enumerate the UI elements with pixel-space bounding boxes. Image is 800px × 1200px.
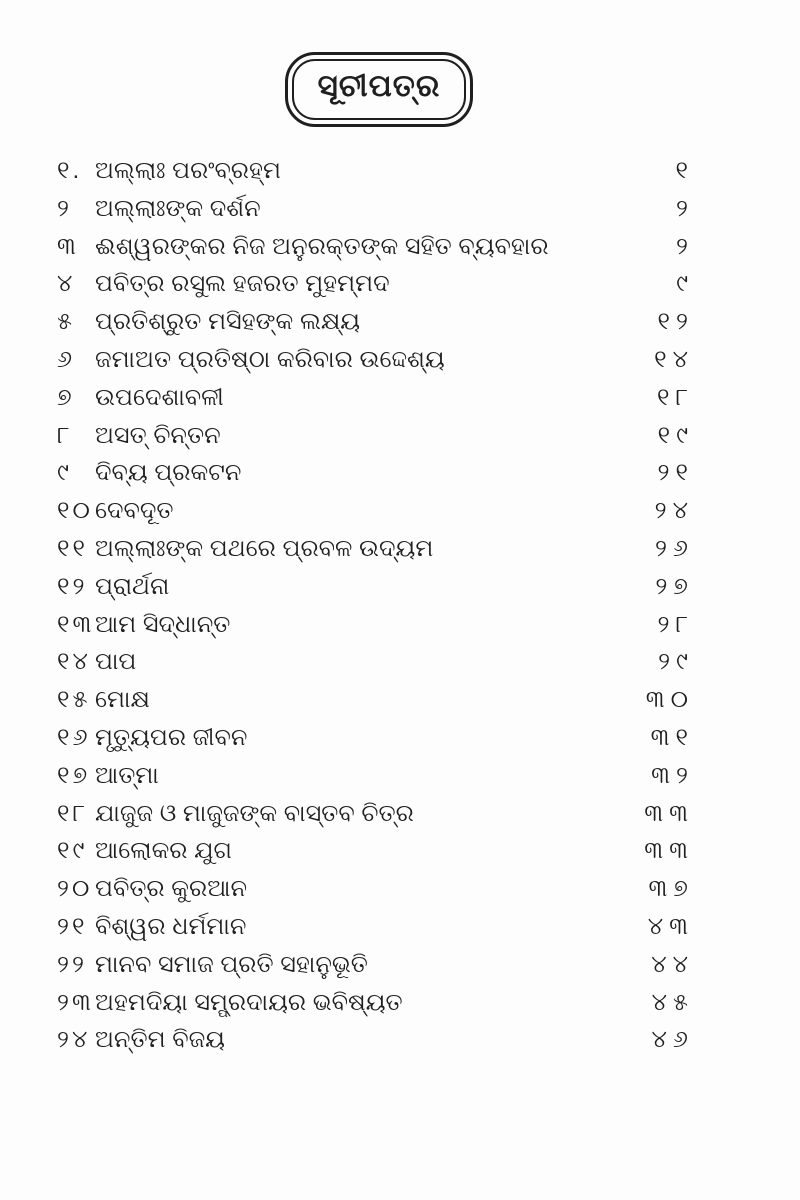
- chapter-title: ଜମାଅତ ପ୍ରତିଷ୍ଠା କରିବାର ଉଦ୍ଦେଶ୍ୟ: [95, 345, 445, 373]
- toc-row: [0, 190, 800, 228]
- page-title: ସୂଚୀପତ୍ର: [317, 68, 441, 103]
- chapter-title: ଦିବ୍ୟ ପ୍ରକଟନ: [95, 459, 242, 487]
- chapter-number: ୧୦: [57, 497, 93, 525]
- chapter-number: ୨୦: [57, 875, 93, 903]
- chapter-title: ଆତ୍ମା: [95, 761, 159, 789]
- toc-row: [0, 228, 800, 266]
- toc-row: [0, 946, 800, 984]
- toc-row: [0, 1021, 800, 1059]
- chapter-number: ୪: [57, 270, 76, 298]
- chapter-number: ୧୪: [57, 648, 91, 676]
- page-number: ୨୪: [654, 497, 694, 525]
- chapter-title: ଅଲ୍ଲାଃ ପରଂବ୍ରହ୍ମ: [95, 157, 281, 184]
- toc-row: [0, 454, 800, 492]
- chapter-title: ପାପ: [95, 648, 137, 676]
- chapter-title: ଅନ୍ତିମ ବିଜୟ: [95, 1026, 225, 1054]
- chapter-title: ଅହମଦିୟା ସମ୍ପ୍ରଦାୟର ଭବିଷ୍ୟତ: [95, 988, 403, 1016]
- page-number: ୧୯: [657, 421, 694, 449]
- toc-row: [0, 681, 800, 719]
- page-number: ୪୫: [651, 988, 694, 1016]
- chapter-number: ୧୧: [57, 534, 89, 562]
- page-number: ୩୭: [648, 875, 694, 903]
- toc-row: [0, 870, 800, 908]
- chapter-number: ୧୬: [57, 723, 91, 751]
- toc-row: [0, 152, 800, 190]
- title-box-inner: [292, 59, 467, 120]
- chapter-number: ୯: [57, 459, 72, 487]
- toc-row: [0, 757, 800, 795]
- chapter-number: ୧.: [57, 157, 83, 184]
- chapter-number: ୨୩: [57, 988, 94, 1016]
- chapter-title: ପବିତ୍ର ରସୁଲ ହଜରତ ମୁହମ୍ମଦ: [95, 270, 390, 298]
- chapter-number: ୭: [57, 383, 75, 411]
- title-section: [0, 0, 800, 127]
- chapter-number: ୧୨: [57, 572, 88, 600]
- toc-row: [0, 606, 800, 644]
- chapter-number: ୨୧: [57, 912, 88, 940]
- page-number: ୧୪: [654, 345, 694, 373]
- page-number: ୪୪: [651, 950, 694, 978]
- title-box: [285, 52, 474, 127]
- toc-row: [0, 719, 800, 757]
- chapter-title: ଅଲ୍ଲାଃଙ୍କ ପଥରେ ପ୍ରବଳ ଉଦ୍ୟମ: [95, 534, 434, 562]
- chapter-title: ପ୍ରତିଶ୍ରୁତ ମସିହଙ୍କ ଲକ୍ଷ୍ୟ: [95, 308, 361, 336]
- toc-row: [0, 984, 800, 1022]
- page-number: ୪୬: [651, 1026, 694, 1054]
- chapter-number: ୨: [57, 194, 72, 222]
- chapter-title: ଅସତ୍ ଚିନ୍ତନ: [95, 421, 221, 449]
- page-number: ୩୦: [645, 686, 694, 714]
- page-number: ୯: [676, 270, 694, 298]
- toc-row: [0, 568, 800, 606]
- page-number: ୨: [676, 232, 694, 260]
- page-number: ୨୬: [654, 534, 694, 562]
- page-number: ୧: [675, 157, 694, 184]
- chapter-title: ଈଶ୍ୱରଙ୍କର ନିଜ ଅନୁରକ୍ତଙ୍କ ସହିତ ବ୍ୟବହାର: [95, 232, 549, 260]
- toc-row: [0, 795, 800, 833]
- page-number: ୨୮: [657, 610, 694, 638]
- chapter-title: ଆମ ସିଦ୍ଧାନ୍ତ: [95, 610, 231, 638]
- chapter-number: ୬: [57, 345, 76, 373]
- page-number: ୩୩: [644, 799, 694, 827]
- chapter-number: ୫: [57, 308, 75, 336]
- chapter-title: ଦେବଦୂତ: [95, 497, 174, 525]
- page-number: ୧୮: [656, 383, 694, 411]
- chapter-number: ୮: [57, 421, 73, 449]
- chapter-title: ଯାଜୁଜ ଓ ମାଜୁଜଙ୍କ ବାସ୍ତବ ଚିତ୍ର: [95, 799, 414, 827]
- page-number: ୨୯: [658, 648, 694, 676]
- toc-row: [0, 417, 800, 455]
- chapter-number: ୨୪: [57, 1026, 91, 1054]
- chapter-title: ଆଲୋକର ଯୁଗ: [95, 837, 232, 865]
- toc-row: [0, 265, 800, 303]
- chapter-title: ପ୍ରାର୍ଥନା: [95, 572, 170, 600]
- page-number: ୨: [676, 194, 694, 222]
- page-number: ୨୭: [655, 572, 694, 600]
- toc-row: [0, 908, 800, 946]
- page-number: ୩୨: [651, 761, 694, 789]
- chapter-number: ୧୮: [57, 799, 89, 827]
- page-number: ୩୧: [650, 723, 694, 751]
- chapter-number: ୧୯: [57, 837, 88, 865]
- chapter-title: ପବିତ୍ର କୁରଆନ: [95, 875, 247, 903]
- toc-list: [0, 152, 800, 1059]
- chapter-title: ବିଶ୍ୱର ଧର୍ମମାନ: [95, 912, 247, 940]
- page-number: ୨୧: [657, 459, 694, 487]
- toc-row: [0, 341, 800, 379]
- chapter-number: ୧୭: [57, 761, 91, 789]
- toc-row: [0, 303, 800, 341]
- chapter-title: ମୃତ୍ୟୁପର ଜୀବନ: [95, 723, 248, 751]
- toc-row: [0, 379, 800, 417]
- chapter-number: ୧୩: [57, 610, 95, 638]
- toc-row: [0, 492, 800, 530]
- toc-row: [0, 832, 800, 870]
- chapter-title: ଉପଦେଶାବଳୀ: [95, 383, 224, 411]
- chapter-title: ମାନବ ସମାଜ ପ୍ରତି ସହାନୁଭୂତି: [95, 950, 368, 978]
- chapter-number: ୩: [57, 232, 79, 260]
- chapter-number: ୧୫: [57, 686, 91, 714]
- page-number: ୩୩: [644, 837, 694, 865]
- toc-row: [0, 643, 800, 681]
- page-number: ୧୨: [657, 308, 694, 336]
- chapter-title: ମୋକ୍ଷ: [95, 686, 150, 714]
- toc-row: [0, 530, 800, 568]
- chapter-title: ଅଲ୍ଲାଃଙ୍କ ଦର୍ଶନ: [95, 194, 261, 222]
- chapter-number: ୨୨: [57, 950, 87, 978]
- page-number: ୪୩: [647, 912, 694, 940]
